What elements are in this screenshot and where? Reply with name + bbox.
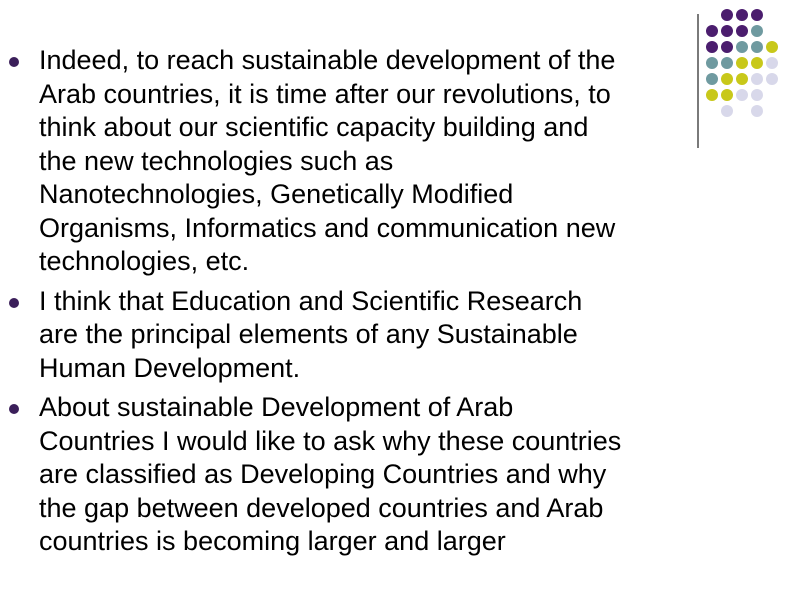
decorative-dot-grid bbox=[706, 9, 800, 139]
decorative-dot bbox=[736, 89, 748, 101]
bullet-icon bbox=[9, 57, 19, 67]
bullet-list bbox=[6, 44, 716, 565]
decorative-dot bbox=[736, 9, 748, 21]
decorative-dot bbox=[736, 57, 748, 69]
bullet-line: the gap between developed countries and Arab bbox=[39, 492, 604, 523]
bullet-item bbox=[6, 285, 716, 386]
decorative-dot bbox=[721, 73, 733, 85]
bullet-line: Indeed, to reach sustainable development of the bbox=[39, 45, 616, 75]
decorative-dot bbox=[751, 57, 763, 69]
decorative-dot bbox=[706, 25, 718, 37]
bullet-line: I think that Education and Scientific Research bbox=[39, 285, 583, 316]
decorative-dot bbox=[766, 73, 778, 85]
decorative-dot bbox=[751, 41, 763, 53]
decorative-dot bbox=[751, 73, 763, 85]
bullet-line: Arab countries, it is time after our revolutions, to bbox=[39, 78, 611, 109]
bullet-line: countries is becoming larger and larger bbox=[39, 526, 506, 556]
bullet-line: About sustainable Development of Arab bbox=[39, 392, 514, 422]
decorative-dot bbox=[721, 9, 733, 21]
bullet-item bbox=[6, 44, 716, 279]
bullet-icon bbox=[9, 404, 19, 414]
decorative-dot bbox=[736, 41, 748, 53]
decorative-dot bbox=[766, 41, 778, 53]
decorative-dot bbox=[721, 41, 733, 53]
decorative-dot bbox=[751, 105, 763, 117]
decorative-dot bbox=[721, 57, 733, 69]
decorative-dot bbox=[751, 89, 763, 101]
decorative-dot bbox=[766, 57, 778, 69]
bullet-line: think about our scientific capacity building and bbox=[39, 112, 589, 142]
bullet-line: Nanotechnologies, Genetically Modified bbox=[39, 179, 514, 209]
decorative-dot bbox=[736, 25, 748, 37]
bullet-line: Organisms, Informatics and communication new bbox=[39, 212, 616, 243]
bullet-line: Countries I would like to ask why these countries bbox=[39, 425, 622, 456]
bullet-line: Human Development. bbox=[39, 352, 301, 383]
bullet-line: the new technologies such as bbox=[39, 145, 394, 176]
decorative-dot bbox=[736, 73, 748, 85]
bullet-line: are the principal elements of any Sustainable bbox=[39, 319, 578, 349]
decorative-dot bbox=[751, 9, 763, 21]
bullet-item bbox=[6, 391, 716, 559]
bullet-line: technologies, etc. bbox=[39, 246, 250, 276]
bullet-icon bbox=[9, 298, 19, 308]
decorative-dot bbox=[721, 89, 733, 101]
bullet-line: are classified as Developing Countries and why bbox=[39, 459, 607, 489]
decorative-dot bbox=[751, 25, 763, 37]
decorative-dot bbox=[721, 105, 733, 117]
decorative-dot bbox=[721, 25, 733, 37]
